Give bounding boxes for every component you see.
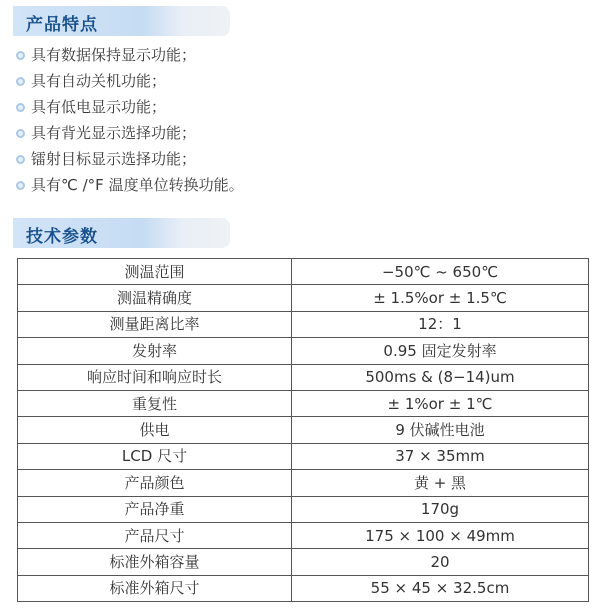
spec-value: ± 1.5%or ± 1.5℃ — [292, 285, 589, 311]
table-row — [18, 364, 589, 390]
table-row — [18, 311, 589, 337]
spec-label: 发射率 — [18, 338, 292, 364]
features-section-title: 产品特点 — [26, 15, 98, 35]
spec-value: 175 × 100 × 49mm — [292, 522, 589, 548]
spec-value: −50℃ ~ 650℃ — [292, 259, 589, 285]
spec-label: 标准外箱尺寸 — [18, 575, 292, 601]
spec-label: 供电 — [18, 417, 292, 443]
table-row — [18, 417, 589, 443]
table-row — [18, 443, 589, 469]
table-row — [18, 496, 589, 522]
table-row — [18, 575, 589, 601]
specs-table — [17, 258, 589, 602]
spec-value: 55 × 45 × 32.5cm — [292, 575, 589, 601]
features-section-header — [13, 6, 230, 36]
spec-label: 产品颜色 — [18, 470, 292, 496]
table-row — [18, 285, 589, 311]
table-row — [18, 390, 589, 416]
feature-text: 具有℃ /°F 温度单位转换功能。 — [31, 176, 244, 194]
feature-text: 具有自动关机功能； — [31, 72, 167, 90]
spec-label: 标准外箱容量 — [18, 549, 292, 575]
spec-value: 500ms & (8−14)um — [292, 364, 589, 390]
spec-value: 12：1 — [292, 311, 589, 337]
spec-value: 0.95 固定发射率 — [292, 338, 589, 364]
table-row — [18, 522, 589, 548]
feature-text: 具有背光显示选择功能； — [31, 124, 197, 142]
spec-label: 产品净重 — [18, 496, 292, 522]
feature-text: 具有低电显示功能； — [31, 98, 167, 116]
list-item — [16, 94, 244, 120]
feature-text: 镭射目标显示选择功能； — [31, 150, 197, 168]
spec-label: 响应时间和响应时长 — [18, 364, 292, 390]
feature-text: 具有数据保持显示功能； — [31, 46, 197, 64]
spec-label: 测温范围 — [18, 259, 292, 285]
spec-label: 产品尺寸 — [18, 522, 292, 548]
spec-value: 170g — [292, 496, 589, 522]
list-item — [16, 42, 244, 68]
circle-bullet-icon — [16, 181, 25, 190]
spec-label: 测量距离比率 — [18, 311, 292, 337]
spec-label: LCD 尺寸 — [18, 443, 292, 469]
spec-label: 测温精确度 — [18, 285, 292, 311]
list-item — [16, 120, 244, 146]
spec-label: 重复性 — [18, 390, 292, 416]
circle-bullet-icon — [16, 129, 25, 138]
table-row — [18, 549, 589, 575]
circle-bullet-icon — [16, 51, 25, 60]
circle-bullet-icon — [16, 103, 25, 112]
table-row — [18, 470, 589, 496]
spec-value: 20 — [292, 549, 589, 575]
table-row — [18, 338, 589, 364]
features-list — [16, 42, 244, 198]
spec-value: 黄 + 黑 — [292, 470, 589, 496]
spec-value: 37 × 35mm — [292, 443, 589, 469]
specs-section-title: 技术参数 — [26, 227, 98, 247]
list-item — [16, 146, 244, 172]
list-item — [16, 68, 244, 94]
spec-value: ± 1%or ± 1℃ — [292, 390, 589, 416]
circle-bullet-icon — [16, 155, 25, 164]
table-row — [18, 259, 589, 285]
circle-bullet-icon — [16, 77, 25, 86]
list-item — [16, 172, 244, 198]
spec-value: 9 伏碱性电池 — [292, 417, 589, 443]
specs-section-header — [13, 218, 230, 248]
